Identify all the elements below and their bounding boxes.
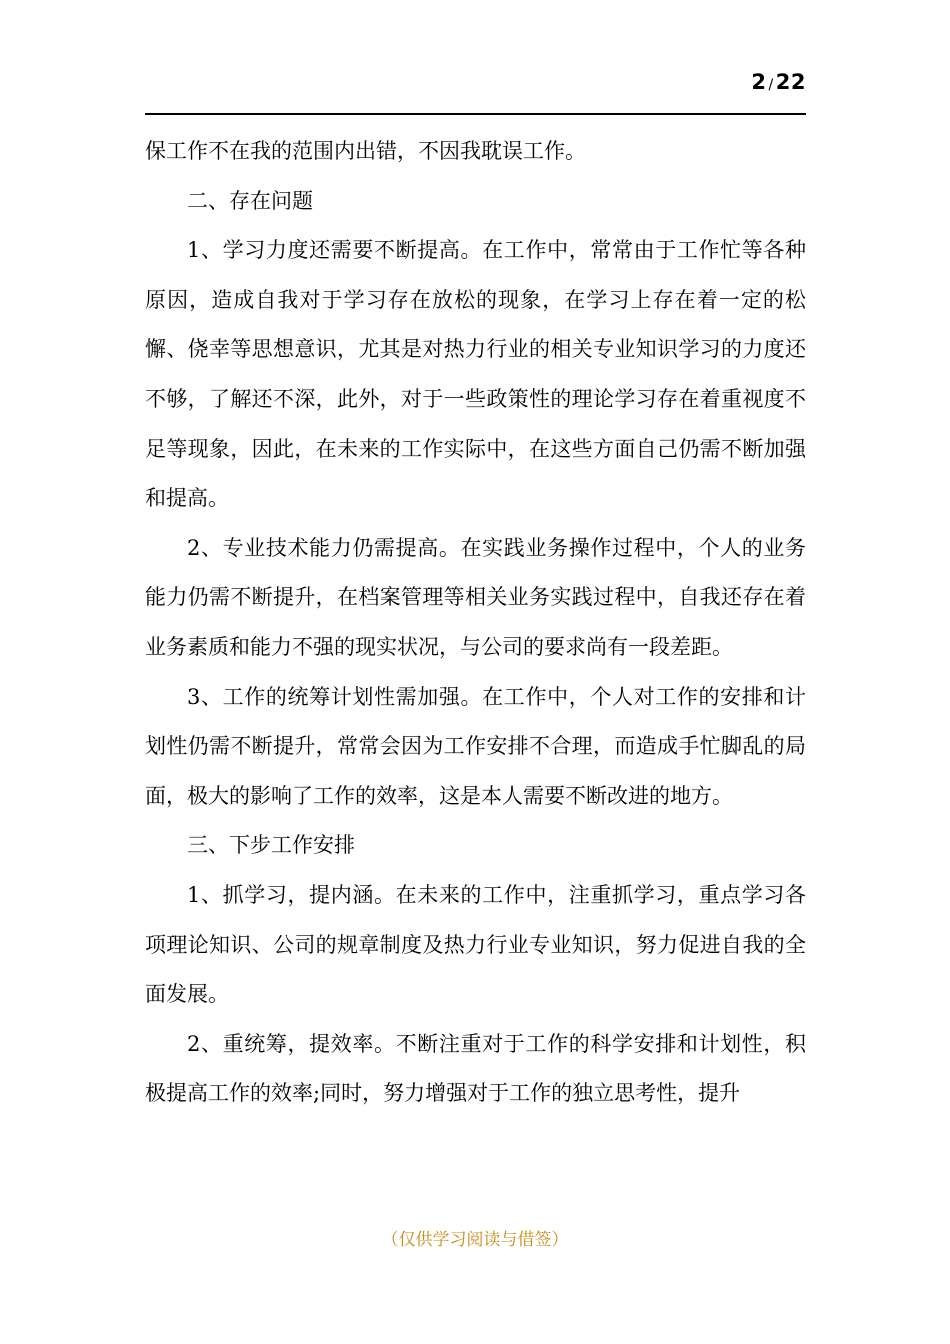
page-separator: /: [768, 77, 774, 93]
header-rule: [145, 113, 806, 115]
section-heading-next-steps: 三、下步工作安排: [187, 833, 355, 858]
page-total: 22: [775, 70, 806, 94]
page-number: [751, 70, 806, 94]
document-body: [145, 127, 806, 1119]
paragraph-problem-2: 2、专业技术能力仍需提高。在实践业务操作过程中，个人的业务能力仍需不断提升，在档案管理等相关业务实践过程中，自我还存在着业务素质和能力不强的现实状况，与公司的要求尚有一段差距。: [145, 535, 806, 659]
paragraph-problem-3: 3、工作的统筹计划性需加强。在工作中，个人对工作的安排和计划性仍需不断提升，常常会因为工作安排不合理，而造成手忙脚乱的局面，极大的影响了工作的效率，这是本人需要不断改进的地方。: [145, 684, 806, 808]
paragraph-plan-2: 2、重统筹，提效率。不断注重对于工作的科学安排和计划性，积极提高工作的效率;同时，努力增强对于工作的独立思考性，提升: [145, 1031, 806, 1106]
page-current: 2: [751, 70, 767, 94]
paragraph-continuation: 保工作不在我的范围内出错，不因我耽误工作。: [145, 139, 586, 163]
footer-note: （仅供学习阅读与借签）: [381, 1230, 569, 1250]
paragraph-plan-1: 1、抓学习，提内涵。在未来的工作中，注重抓学习，重点学习各项理论知识、公司的规章制度及热力行业专业知识，努力促进自我的全面发展。: [145, 882, 806, 1007]
section-heading-problems: 二、存在问题: [187, 188, 313, 213]
paragraph-problem-1: 1、学习力度还需要不断提高。在工作中，常常由于工作忙等各种原因，造成自我对于学习存在放松的现象，在学习上存在着一定的松懈、侥幸等思想意识，尤其是对热力行业的相关专业知识学习的力度还不够，了解还不深，此外，对于一些政策性的理论学习存在着重视度不足等现象，因此，在未来的工作实际中，在这些方面自己仍需不断加强和提高。: [145, 238, 806, 511]
